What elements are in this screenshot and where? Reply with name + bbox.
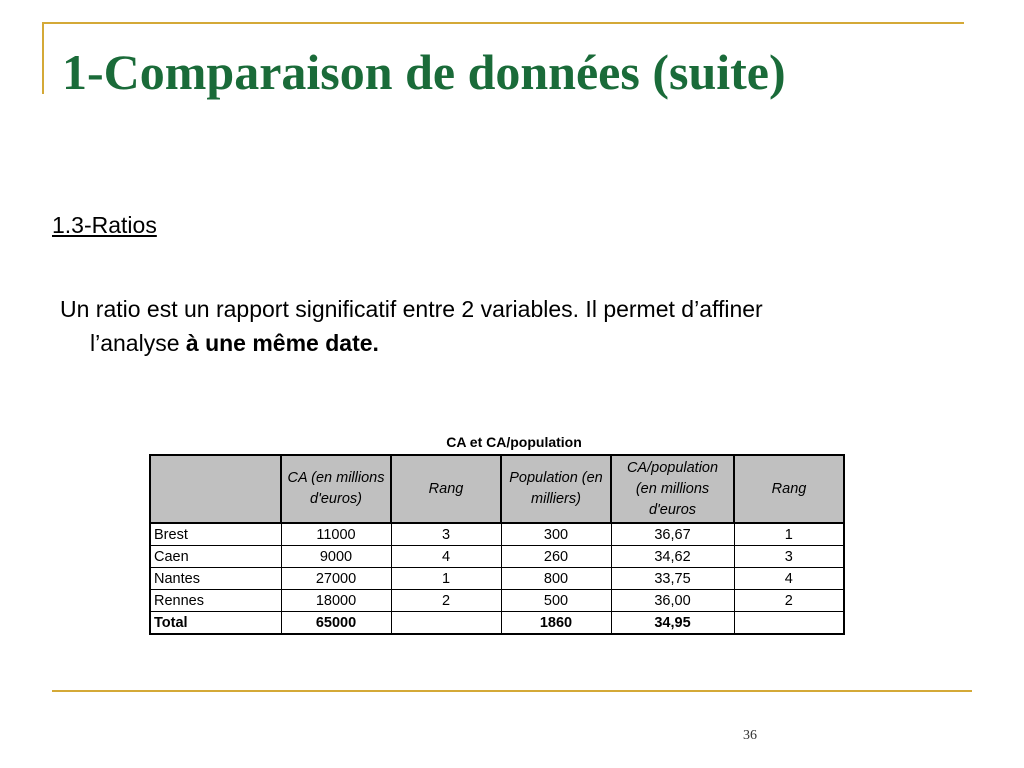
page-title: 1-Comparaison de données (suite): [62, 44, 786, 100]
table-cell: 800: [501, 568, 611, 590]
table-cell: 9000: [281, 546, 391, 568]
table-cell: [734, 612, 844, 635]
table-cell: 3: [391, 523, 501, 546]
table-cell: 2: [391, 590, 501, 612]
header-cell-ca-population: CA/population (en millions d'euros: [611, 455, 734, 523]
section-subtitle: 1.3-Ratios: [52, 212, 157, 238]
table-cell: 33,75: [611, 568, 734, 590]
header-cell-city: [150, 455, 281, 523]
table-cell: 65000: [281, 612, 391, 635]
table-cell: Rennes: [150, 590, 281, 612]
table-cell: 300: [501, 523, 611, 546]
header-cell-population: Population (en milliers): [501, 455, 611, 523]
table-cell: 1860: [501, 612, 611, 635]
table-cell: 1: [734, 523, 844, 546]
table-cell: Caen: [150, 546, 281, 568]
page-number: 36: [743, 728, 757, 743]
left-rule: [42, 22, 44, 94]
table-total-row: [150, 612, 844, 635]
table-cell: Nantes: [150, 568, 281, 590]
top-rule: [42, 22, 964, 24]
paragraph-text: l’analyse: [90, 330, 186, 356]
header-cell-ca: CA (en millions d'euros): [281, 455, 391, 523]
table-cell: 11000: [281, 523, 391, 546]
table-cell: 1: [391, 568, 501, 590]
table-cell: 3: [734, 546, 844, 568]
paragraph-line-1: Un ratio est un rapport significatif entre 2 variables. Il permet d’affiner: [60, 296, 763, 322]
table-cell: 4: [391, 546, 501, 568]
table-cell: 34,95: [611, 612, 734, 635]
paragraph-line-2: [60, 326, 960, 360]
table-cell: 500: [501, 590, 611, 612]
table-row: [150, 568, 844, 590]
table-cell: Brest: [150, 523, 281, 546]
table-cell: 27000: [281, 568, 391, 590]
table-caption: CA et CA/population: [446, 434, 582, 450]
table-cell: 36,67: [611, 523, 734, 546]
data-table: [149, 454, 845, 635]
table-row: [150, 546, 844, 568]
table-cell: [391, 612, 501, 635]
body-paragraph: [60, 292, 960, 360]
header-cell-rang: Rang: [391, 455, 501, 523]
table-row: [150, 523, 844, 546]
table-cell: Total: [150, 612, 281, 635]
header-cell-rang-2: Rang: [734, 455, 844, 523]
table-cell: 36,00: [611, 590, 734, 612]
paragraph-emphasis: à une même date.: [185, 330, 379, 356]
table-cell: 260: [501, 546, 611, 568]
bottom-rule: [52, 690, 972, 692]
table-cell: 4: [734, 568, 844, 590]
table-cell: 34,62: [611, 546, 734, 568]
table-row: [150, 590, 844, 612]
table-cell: 2: [734, 590, 844, 612]
table-cell: 18000: [281, 590, 391, 612]
table-header-row: [150, 455, 844, 523]
